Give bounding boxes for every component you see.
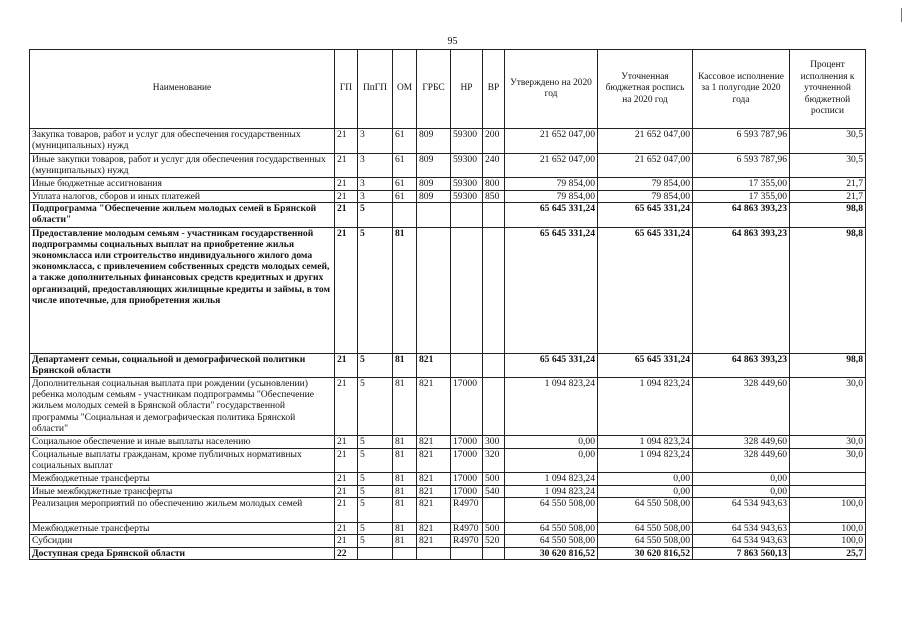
cell-grbs: 821 (417, 522, 451, 535)
cell-np: 17000 (451, 436, 483, 449)
cell-name: Социальные выплаты гражданам, кроме публичных нормативных социальных выплат (30, 448, 335, 473)
cell-cash: 328 449,60 (693, 378, 790, 436)
cell-grbs: 821 (417, 535, 451, 548)
cell-percent: 30,5 (790, 129, 866, 154)
cell-cash: 6 593 787,96 (693, 129, 790, 154)
cell-cash: 17 355,00 (693, 190, 790, 203)
cell-cash: 64 534 943,63 (693, 498, 790, 523)
header-refined: Уточненная бюджетная роспись на 2020 год (598, 50, 693, 129)
cell-cash: 64 863 393,23 (693, 203, 790, 228)
cell-grbs: 821 (417, 353, 451, 378)
cell-np (451, 353, 483, 378)
cell-refined: 79 854,00 (598, 190, 693, 203)
page-edge-mark (901, 8, 902, 22)
cell-gp: 21 (335, 203, 358, 228)
cell-name: Предоставление молодым семьям - участникам государственной подпрограммы социальных выплат на приобретение жилья экономкласса или строительство индивидуального жилого дома экономкласса, с привлечением собственных средств молодых семей, а также дополнительных финансовых средств кредитных и других организаций, предоставляющих жилищные кредиты и займы, в том числе ипотечные, для приобретения жилья (30, 227, 335, 353)
cell-vr: 540 (483, 485, 505, 498)
cell-cash: 64 863 393,23 (693, 227, 790, 353)
cell-pgp: 3 (358, 190, 393, 203)
table-row (30, 436, 866, 449)
cell-np (451, 227, 483, 353)
cell-percent (790, 473, 866, 486)
table-row (30, 178, 866, 191)
cell-refined: 1 094 823,24 (598, 448, 693, 473)
cell-vr (483, 203, 505, 228)
cell-gp: 21 (335, 535, 358, 548)
cell-approved: 64 550 508,00 (505, 498, 598, 523)
cell-cash: 7 863 560,13 (693, 547, 790, 560)
cell-gp: 21 (335, 522, 358, 535)
cell-np: 17000 (451, 448, 483, 473)
table-row (30, 153, 866, 178)
cell-approved: 1 094 823,24 (505, 485, 598, 498)
cell-refined: 0,00 (598, 485, 693, 498)
cell-name: Подпрограмма "Обеспечение жильем молодых семей в Брянской области" (30, 203, 335, 228)
cell-np: 59300 (451, 153, 483, 178)
cell-refined: 79 854,00 (598, 178, 693, 191)
cell-vr: 320 (483, 448, 505, 473)
cell-percent: 21,7 (790, 178, 866, 191)
table-header-row (30, 50, 866, 129)
cell-cash: 328 449,60 (693, 436, 790, 449)
cell-approved: 65 645 331,24 (505, 227, 598, 353)
table-row (30, 485, 866, 498)
cell-np: R4970 (451, 522, 483, 535)
cell-percent: 100,0 (790, 522, 866, 535)
cell-cash: 0,00 (693, 485, 790, 498)
cell-grbs: 821 (417, 498, 451, 523)
cell-refined: 64 550 508,00 (598, 535, 693, 548)
cell-om: 61 (393, 190, 417, 203)
cell-gp: 21 (335, 436, 358, 449)
cell-om: 81 (393, 448, 417, 473)
cell-name: Дополнительная социальная выплата при рождении (усыновлении) ребенка молодым семьям - участникам подпрограммы "Обеспечение жильем молодых семей в Брянской области" государственной программы "Социальная и демографическая политика Брянской области" (30, 378, 335, 436)
cell-gp: 22 (335, 547, 358, 560)
cell-gp: 21 (335, 498, 358, 523)
cell-gp: 21 (335, 378, 358, 436)
cell-gp: 21 (335, 353, 358, 378)
cell-np: 59300 (451, 190, 483, 203)
header-name: Наименование (30, 50, 335, 129)
cell-refined: 64 550 508,00 (598, 498, 693, 523)
cell-approved: 0,00 (505, 448, 598, 473)
table-row (30, 227, 866, 353)
cell-name: Социальное обеспечение и иные выплаты населению (30, 436, 335, 449)
table-row (30, 190, 866, 203)
cell-vr: 520 (483, 535, 505, 548)
page-number: 95 (447, 36, 458, 47)
cell-approved: 1 094 823,24 (505, 378, 598, 436)
cell-percent (790, 485, 866, 498)
table-row (30, 498, 866, 523)
cell-pgp: 5 (358, 353, 393, 378)
cell-refined: 30 620 816,52 (598, 547, 693, 560)
cell-grbs (417, 203, 451, 228)
cell-vr: 200 (483, 129, 505, 154)
cell-refined: 65 645 331,24 (598, 203, 693, 228)
cell-percent: 30,0 (790, 448, 866, 473)
cell-pgp: 5 (358, 473, 393, 486)
cell-name: Иные бюджетные ассигнования (30, 178, 335, 191)
cell-np: 59300 (451, 178, 483, 191)
cell-grbs: 809 (417, 190, 451, 203)
cell-vr: 300 (483, 436, 505, 449)
cell-name: Иные закупки товаров, работ и услуг для обеспечения государственных (муниципальных) нужд (30, 153, 335, 178)
cell-om: 61 (393, 153, 417, 178)
cell-pgp: 3 (358, 129, 393, 154)
header-pgp: ПпГП (358, 50, 393, 129)
cell-np: 17000 (451, 485, 483, 498)
cell-vr: 240 (483, 153, 505, 178)
cell-pgp: 5 (358, 448, 393, 473)
cell-approved: 1 094 823,24 (505, 473, 598, 486)
cell-cash: 0,00 (693, 473, 790, 486)
cell-om: 81 (393, 436, 417, 449)
cell-om: 81 (393, 535, 417, 548)
cell-vr: 800 (483, 178, 505, 191)
cell-om: 61 (393, 129, 417, 154)
cell-approved: 0,00 (505, 436, 598, 449)
cell-name: Субсидии (30, 535, 335, 548)
cell-np (451, 547, 483, 560)
cell-name: Закупка товаров, работ и услуг для обеспечения государственных (муниципальных) нужд (30, 129, 335, 154)
cell-vr (483, 498, 505, 523)
cell-gp: 21 (335, 448, 358, 473)
table-row (30, 473, 866, 486)
cell-approved: 65 645 331,24 (505, 353, 598, 378)
cell-pgp: 5 (358, 498, 393, 523)
cell-vr (483, 547, 505, 560)
table-row (30, 448, 866, 473)
cell-percent: 30,5 (790, 153, 866, 178)
cell-grbs: 821 (417, 473, 451, 486)
cell-om: 81 (393, 378, 417, 436)
header-cash: Кассовое исполнение за 1 полугодие 2020 года (693, 50, 790, 129)
cell-pgp: 5 (358, 203, 393, 228)
cell-approved: 64 550 508,00 (505, 522, 598, 535)
cell-gp: 21 (335, 485, 358, 498)
cell-cash: 328 449,60 (693, 448, 790, 473)
cell-np: 59300 (451, 129, 483, 154)
cell-grbs (417, 227, 451, 353)
cell-pgp: 3 (358, 178, 393, 191)
cell-vr (483, 353, 505, 378)
cell-np (451, 203, 483, 228)
cell-grbs: 821 (417, 448, 451, 473)
cell-approved: 21 652 047,00 (505, 129, 598, 154)
cell-pgp: 3 (358, 153, 393, 178)
cell-percent: 98,8 (790, 203, 866, 228)
cell-grbs: 809 (417, 178, 451, 191)
header-om: ОМ (393, 50, 417, 129)
header-vr: ВР (483, 50, 505, 129)
cell-np: R4970 (451, 498, 483, 523)
table-row (30, 535, 866, 548)
cell-vr: 500 (483, 473, 505, 486)
header-approved: Утверждено на 2020 год (505, 50, 598, 129)
cell-approved: 64 550 508,00 (505, 535, 598, 548)
cell-refined: 0,00 (598, 473, 693, 486)
cell-cash: 17 355,00 (693, 178, 790, 191)
cell-refined: 1 094 823,24 (598, 378, 693, 436)
cell-approved: 21 652 047,00 (505, 153, 598, 178)
cell-pgp: 5 (358, 485, 393, 498)
cell-refined: 21 652 047,00 (598, 129, 693, 154)
cell-vr: 850 (483, 190, 505, 203)
cell-grbs: 809 (417, 153, 451, 178)
cell-pgp: 5 (358, 227, 393, 353)
table-body (30, 129, 866, 560)
cell-pgp: 5 (358, 535, 393, 548)
cell-pgp: 5 (358, 378, 393, 436)
cell-gp: 21 (335, 227, 358, 353)
cell-percent: 25,7 (790, 547, 866, 560)
cell-approved: 79 854,00 (505, 190, 598, 203)
cell-name: Межбюджетные трансферты (30, 522, 335, 535)
cell-gp: 21 (335, 473, 358, 486)
cell-np: R4970 (451, 535, 483, 548)
cell-vr (483, 227, 505, 353)
cell-om: 81 (393, 522, 417, 535)
cell-percent: 30,0 (790, 378, 866, 436)
cell-pgp: 5 (358, 522, 393, 535)
table-row (30, 522, 866, 535)
cell-refined: 65 645 331,24 (598, 353, 693, 378)
table-row (30, 353, 866, 378)
cell-name: Доступная среда Брянской области (30, 547, 335, 560)
cell-grbs (417, 547, 451, 560)
cell-name: Межбюджетные трансферты (30, 473, 335, 486)
header-grbs: ГРБС (417, 50, 451, 129)
cell-grbs: 821 (417, 436, 451, 449)
cell-grbs: 821 (417, 485, 451, 498)
cell-grbs: 821 (417, 378, 451, 436)
header-np: НР (451, 50, 483, 129)
cell-percent: 30,0 (790, 436, 866, 449)
cell-name: Иные межбюджетные трансферты (30, 485, 335, 498)
budget-table (29, 49, 866, 560)
cell-om (393, 547, 417, 560)
cell-refined: 65 645 331,24 (598, 227, 693, 353)
cell-vr: 500 (483, 522, 505, 535)
cell-percent: 98,8 (790, 227, 866, 353)
cell-vr (483, 378, 505, 436)
cell-gp: 21 (335, 178, 358, 191)
header-percent: Процент исполнения к уточненной бюджетной росписи (790, 50, 866, 129)
cell-percent: 100,0 (790, 498, 866, 523)
cell-percent: 21,7 (790, 190, 866, 203)
cell-approved: 65 645 331,24 (505, 203, 598, 228)
cell-np: 17000 (451, 473, 483, 486)
cell-gp: 21 (335, 129, 358, 154)
cell-cash: 64 534 943,63 (693, 535, 790, 548)
cell-refined: 1 094 823,24 (598, 436, 693, 449)
cell-om: 81 (393, 353, 417, 378)
cell-np: 17000 (451, 378, 483, 436)
cell-om (393, 203, 417, 228)
cell-name: Реализация мероприятий по обеспечению жильем молодых семей (30, 498, 335, 523)
cell-om: 81 (393, 473, 417, 486)
cell-om: 81 (393, 498, 417, 523)
cell-percent: 100,0 (790, 535, 866, 548)
cell-om: 81 (393, 485, 417, 498)
cell-pgp: 5 (358, 436, 393, 449)
cell-refined: 64 550 508,00 (598, 522, 693, 535)
cell-approved: 30 620 816,52 (505, 547, 598, 560)
cell-pgp (358, 547, 393, 560)
table-row (30, 129, 866, 154)
cell-gp: 21 (335, 153, 358, 178)
cell-cash: 64 863 393,23 (693, 353, 790, 378)
cell-percent: 98,8 (790, 353, 866, 378)
cell-name: Департамент семьи, социальной и демографической политики Брянской области (30, 353, 335, 378)
header-gp: ГП (335, 50, 358, 129)
cell-approved: 79 854,00 (505, 178, 598, 191)
cell-name: Уплата налогов, сборов и иных платежей (30, 190, 335, 203)
table-row (30, 203, 866, 228)
cell-cash: 64 534 943,63 (693, 522, 790, 535)
cell-cash: 6 593 787,96 (693, 153, 790, 178)
table-row (30, 378, 866, 436)
cell-refined: 21 652 047,00 (598, 153, 693, 178)
cell-gp: 21 (335, 190, 358, 203)
cell-om: 81 (393, 227, 417, 353)
cell-om: 61 (393, 178, 417, 191)
table-row (30, 547, 866, 560)
cell-grbs: 809 (417, 129, 451, 154)
